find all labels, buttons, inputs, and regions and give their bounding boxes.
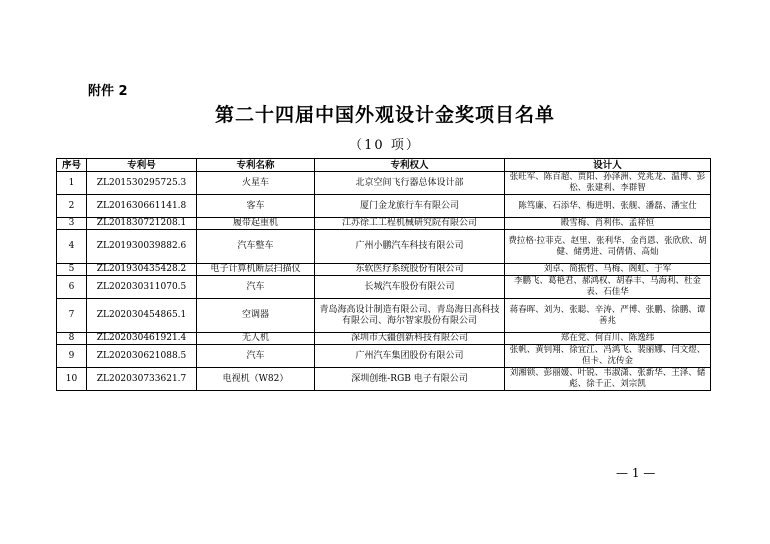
cell-designers: 刘卓、简振哲、马梅、阁虹、于军 (505, 264, 711, 276)
table-row (57, 218, 711, 230)
cell-index: 9 (57, 345, 87, 368)
cell-designers: 郑在党、何百川、陈逸纬 (505, 333, 711, 345)
header-designers: 设计人 (505, 159, 711, 172)
header-patent-owner: 专利权人 (315, 159, 505, 172)
cell-patent-no: ZL201830721208.1 (87, 218, 197, 230)
cell-designers: 刘湘锁、彭丽媛、叶锐、韦淑潇、张新华、王泽、储彪、徐千正、刘宗凯 (505, 368, 711, 391)
cell-owner: 深圳创维-RGB 电子有限公司 (315, 368, 505, 391)
cell-index: 3 (57, 218, 87, 230)
cell-index: 6 (57, 276, 87, 299)
table-row (57, 264, 711, 276)
cell-owner: 广州小鹏汽车科技有限公司 (315, 230, 505, 264)
header-patent-name: 专利名称 (197, 159, 315, 172)
table-row (57, 368, 711, 391)
header-index: 序号 (57, 159, 87, 172)
cell-designers: 张旺军、陈百超、贾阳、孙泽洲、党兆龙、温博、彭松、张建利、李群智 (505, 172, 711, 195)
cell-index: 2 (57, 195, 87, 218)
cell-patent-no: ZL202030454865.1 (87, 299, 197, 333)
cell-owner: 长城汽车股份有限公司 (315, 276, 505, 299)
cell-patent-no: ZL201530295725.3 (87, 172, 197, 195)
cell-patent-no: ZL201630661141.8 (87, 195, 197, 218)
cell-patent-name: 空调器 (197, 299, 315, 333)
table-row (57, 172, 711, 195)
cell-patent-name: 履带起重机 (197, 218, 315, 230)
cell-index: 5 (57, 264, 87, 276)
cell-patent-name: 电视机（W82） (197, 368, 315, 391)
awards-table (56, 158, 711, 391)
cell-patent-name: 汽车 (197, 276, 315, 299)
cell-patent-no: ZL202030311070.5 (87, 276, 197, 299)
cell-owner: 厦门金龙旅行车有限公司 (315, 195, 505, 218)
table-row (57, 345, 711, 368)
cell-owner: 青岛海高设计制造有限公司、青岛海日高科技有限公司、海尔智家股份有限公司 (315, 299, 505, 333)
cell-patent-no: ZL202030461921.4 (87, 333, 197, 345)
cell-patent-name: 客车 (197, 195, 315, 218)
cell-designers: 费拉格·拉菲克、赵里、张利华、金肖恩、张欣欣、胡健、储勇进、司倩倩、高灿 (505, 230, 711, 264)
cell-index: 4 (57, 230, 87, 264)
document-subtitle: （10 项） (349, 138, 421, 153)
table-header-row (57, 159, 711, 172)
cell-index: 1 (57, 172, 87, 195)
cell-patent-name: 火星车 (197, 172, 315, 195)
page-number: — 1 — (616, 466, 656, 480)
cell-patent-name: 汽车整车 (197, 230, 315, 264)
cell-patent-name: 汽车 (197, 345, 315, 368)
cell-owner: 深圳市大疆创新科技有限公司 (315, 333, 505, 345)
table-row (57, 195, 711, 218)
cell-patent-no: ZL201930039882.6 (87, 230, 197, 264)
cell-index: 7 (57, 299, 87, 333)
cell-patent-no: ZL202030621088.5 (87, 345, 197, 368)
cell-owner: 北京空间飞行器总体设计部 (315, 172, 505, 195)
cell-designers: 陈笃廉、石添华、梅进明、张舰、潘磊、潘宝仕 (505, 195, 711, 218)
cell-owner: 东软医疗系统股份有限公司 (315, 264, 505, 276)
cell-designers: 蒋春晖、刘为、张聪、辛涛、严博、张鹏、徐鹏、谭善兆 (505, 299, 711, 333)
cell-designers: 殿雪梅、肖利伟、孟祥恒 (505, 218, 711, 230)
cell-index: 10 (57, 368, 87, 391)
table-row (57, 230, 711, 264)
attachment-label: 附件 2 (88, 84, 128, 99)
document-title: 第二十四届中国外观设计金奖项目名单 (214, 104, 555, 126)
cell-index: 8 (57, 333, 87, 345)
cell-patent-no: ZL201930435428.2 (87, 264, 197, 276)
cell-designers: 张帆、黄钊翔、徐宜江、冯鸿飞、裴丽娜、闫文煜、但卡、沈传金 (505, 345, 711, 368)
header-patent-no: 专利号 (87, 159, 197, 172)
cell-designers: 李鹏飞、葛艳君、郝鸿权、胡春丰、马海利、杜金表、石佳华 (505, 276, 711, 299)
cell-patent-name: 电子计算机断层扫描仪 (197, 264, 315, 276)
table-row (57, 276, 711, 299)
table-row (57, 333, 711, 345)
cell-patent-no: ZL202030733621.7 (87, 368, 197, 391)
table-row (57, 299, 711, 333)
cell-owner: 江苏徐工工程机械研究院有限公司 (315, 218, 505, 230)
cell-owner: 广州汽车集团股份有限公司 (315, 345, 505, 368)
cell-patent-name: 无人机 (197, 333, 315, 345)
